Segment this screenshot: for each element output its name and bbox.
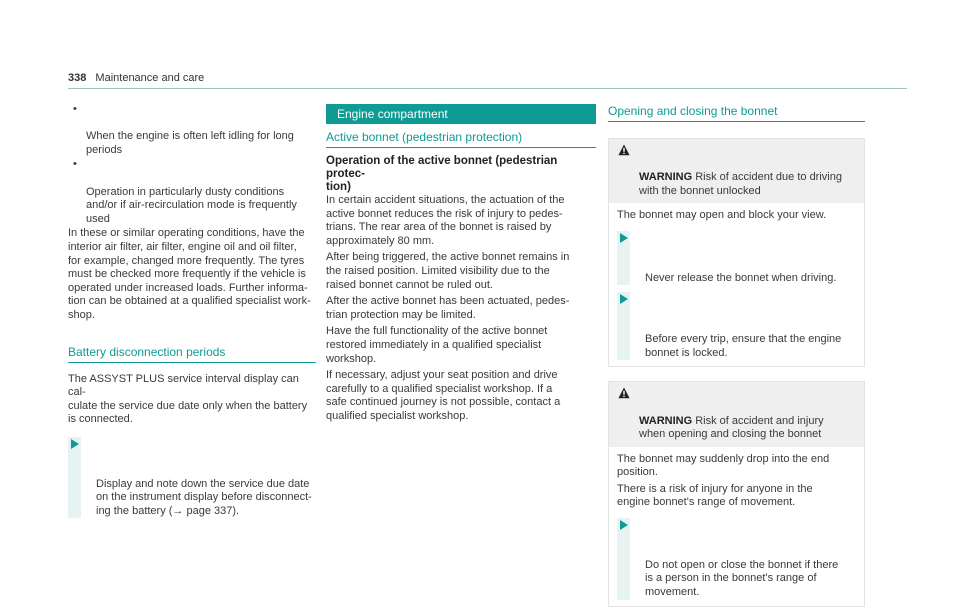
warning-label: WARNING [639, 414, 693, 427]
list-item-text: Operation in particularly dusty conditions and/or if air-recirculation mode is frequently used [86, 185, 297, 225]
step-arrow-icon [620, 294, 628, 304]
section-title: Maintenance and care [95, 72, 205, 84]
step-bar [68, 437, 81, 519]
heading-underline [68, 362, 316, 363]
warning-text: There is a risk of injury for anyone in the engine bonnet's range of movement. [617, 482, 813, 509]
warning-title: Risk of accident and injury when opening and closing the bonnet [639, 414, 824, 441]
section-heading: Opening and closing the bonnet [608, 104, 778, 118]
step-text: Never release the bonnet when driving. [645, 271, 837, 284]
page-header [68, 72, 204, 84]
battery-paragraph: The ASSYST PLUS service interval display can cal- culate the service due date only when the battery is connected. [68, 372, 308, 426]
warning-box [608, 138, 865, 367]
section-heading: Active bonnet (pedestrian protection) [326, 130, 523, 144]
paragraph: After being triggered, the active bonnet remains in the raised position. Limited visibility due to the raised bonnet cannot be ruled out. [326, 251, 570, 291]
warning-triangle-icon [618, 387, 630, 399]
warning-triangle-icon [618, 144, 630, 156]
page-number: 338 [68, 72, 87, 84]
bullet-dot-icon: • [73, 158, 77, 171]
column-1 [68, 103, 316, 518]
instruction-step [68, 437, 316, 519]
list-item [68, 158, 316, 226]
instruction-step [617, 518, 856, 600]
list-item [68, 103, 316, 157]
heading-underline [608, 121, 865, 122]
instruction-step [617, 292, 856, 360]
heading-underline [326, 147, 596, 148]
header-divider [68, 88, 907, 89]
paragraph: If necessary, adjust your seat position and drive carefully to a qualified specialist workshop. If a safe continued journey is not possible, contact a qualified specialist workshop. [326, 369, 561, 422]
warning-label: WARNING [639, 171, 693, 184]
paragraph: In certain accident situations, the actuation of the active bonnet reduces the risk of injury to pedes- trians. The rear area of the bonnet is raised by approximately 80 mm. [326, 194, 565, 247]
section-heading: Battery disconnection periods [68, 344, 226, 359]
section-banner: Engine compartment [326, 104, 596, 124]
bullet-dot-icon: • [73, 103, 77, 115]
instruction-step [617, 231, 856, 285]
warning-text: The bonnet may open and block your view. [617, 209, 827, 222]
maintenance-paragraph: In these or similar operating conditions, have the interior air filter, air filter, engine oil and oil filter, for example, changed more frequently. The tyres must be checked more frequently if the vehicle is operated under increased loads. Further informa- tion can be obtained at a qualified specialist work- shop. [68, 227, 311, 321]
column-2 [326, 104, 596, 424]
step-arrow-icon [620, 520, 628, 530]
warning-header [609, 382, 864, 446]
warning-title: Risk of accident due to driving with the bonnet unlocked [639, 171, 842, 197]
battery-section [68, 345, 316, 519]
step-arrow-icon [71, 439, 79, 449]
step-text: Display and note down the service due date on the instrument display before disconnect- ing the battery (→ page 337). [96, 477, 312, 517]
paragraph: Have the full functionality of the active bonnet restored immediately in a qualified specialist workshop. [326, 325, 548, 365]
step-arrow-icon [620, 233, 628, 243]
paragraph: After the active bonnet has been actuated, pedes- trian protection may be limited. [326, 295, 570, 321]
step-text: Do not open or close the bonnet if there is a person in the bonnet's range of movement. [645, 558, 839, 599]
column-3 [608, 104, 865, 607]
step-text: Before every trip, ensure that the engine bonnet is locked. [645, 333, 842, 359]
warning-box [608, 381, 865, 606]
subheading: Operation of the active bonnet (pedestrian protec- tion) [326, 155, 558, 193]
step-bar [617, 518, 630, 600]
warning-text: The bonnet may suddenly drop into the end position. [617, 452, 830, 479]
warning-header [609, 139, 864, 203]
list-item-text: When the engine is often left idling for long periods [86, 130, 294, 156]
